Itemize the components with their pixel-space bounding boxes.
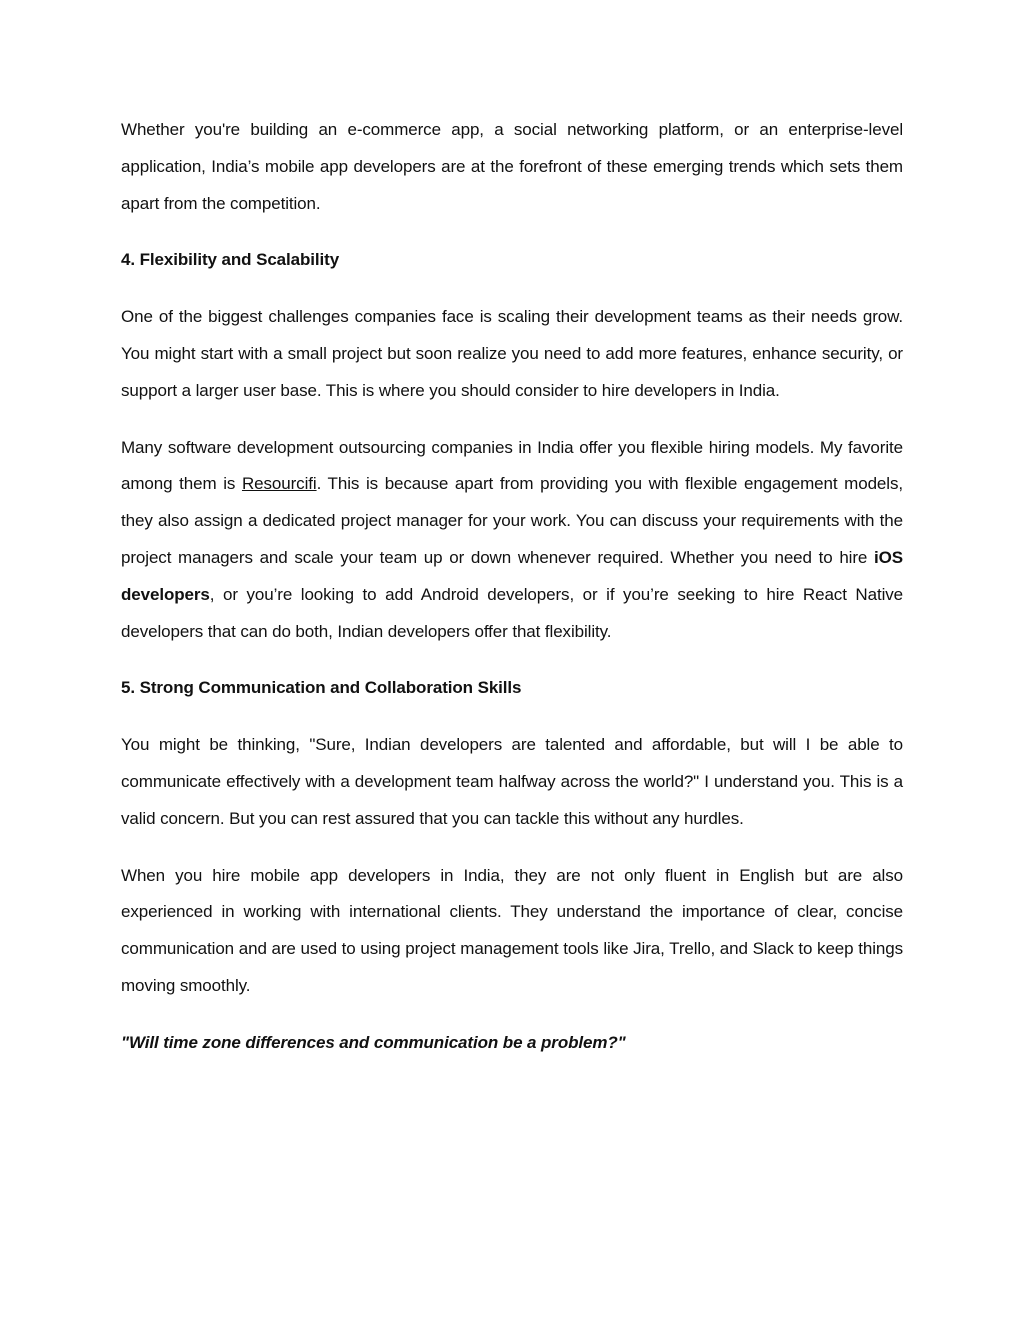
time-zone-question: "Will time zone differences and communication be a problem?" xyxy=(121,1032,626,1052)
outsourcing-text-1: Many software development outsourcing companies in India offer you flexible hiring models. My favorite among them is xyxy=(121,437,903,494)
outsourcing-text-3: , or you’re looking to add Android developers, or if you’re seeking to hire React Native developers that can do both, Indian developers offer that flexibility. xyxy=(121,584,903,641)
intro-paragraph: Whether you're building an e-commerce app, a social networking platform, or an enterprise-level application, India’s mobile app developers are at the forefront of these emerging trends which sets them apart from the competition. xyxy=(121,120,903,213)
section-heading-flexibility: 4. Flexibility and Scalability xyxy=(121,250,340,270)
flexibility-paragraph: One of the biggest challenges companies face is scaling their development teams as their needs grow. You might start with a small project but soon realize you need to add more features, enhance security, or support a larger user base. This is where you should consider to hire developers in India. xyxy=(121,307,903,400)
ios-developers-bold: iOS developers xyxy=(121,547,903,604)
outsourcing-text-2: . This is because apart from providing you with flexible engagement models, they also assign a dedicated project manager for your work. You can discuss your requirements with the project managers and scale your team up or down whenever required. Whether you need to hire xyxy=(121,474,903,567)
communication-paragraph-2: When you hire mobile app developers in India, they are not only fluent in English but are also experienced in working with international clients. They understand the importance of clear, concise communication and are used to using project management tools like Jira, Trello, and Slack to keep things moving smoothly. xyxy=(121,865,903,995)
section-heading-communication: 5. Strong Communication and Collaboration Skills xyxy=(121,678,522,698)
outsourcing-paragraph xyxy=(121,430,903,651)
resourcifi-link[interactable]: Resourcifi xyxy=(241,474,317,494)
communication-paragraph-1: You might be thinking, "Sure, Indian developers are talented and affordable, but will I be able to communicate effectively with a development team halfway across the world?" I understand you. This is a valid concern. But you can rest assured that you can tackle this without any hurdles. xyxy=(121,735,903,828)
